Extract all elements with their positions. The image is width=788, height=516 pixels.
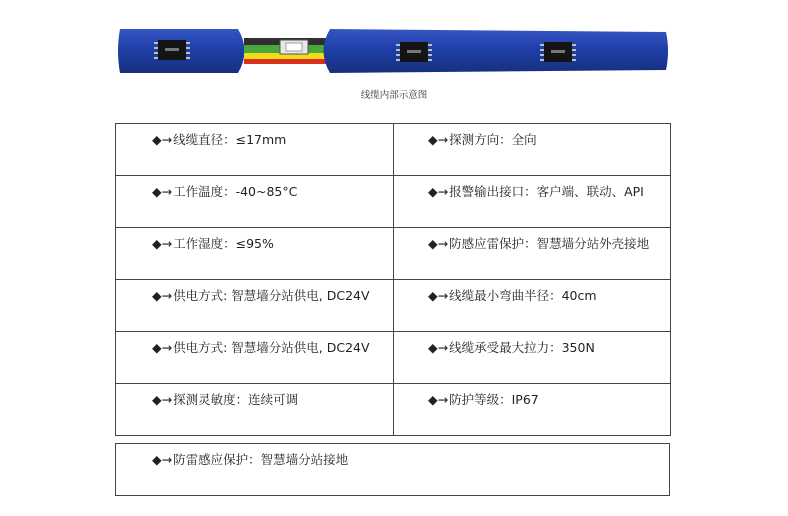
chip-icon [396, 42, 432, 62]
spec-cell [116, 332, 394, 384]
connector-icon [280, 40, 308, 54]
table-row [116, 280, 671, 332]
chip-icon [154, 40, 190, 60]
spec-text: 工作湿度：≤95% [173, 236, 274, 251]
spec-text: 探测方向：全向 [449, 132, 537, 147]
bullet-arrow-icon: ◆→ [428, 340, 449, 355]
lightning-protection-box [115, 443, 670, 496]
spec-cell [394, 124, 671, 176]
spec-text: 防护等级：IP67 [449, 392, 539, 407]
spec-text: 防雷感应保护：智慧墙分站接地 [173, 452, 349, 467]
spec-text: 供电方式: 智慧墙分站供电, DC24V [173, 340, 370, 355]
spec-table [115, 123, 671, 436]
table-row [116, 332, 671, 384]
bullet-arrow-icon: ◆→ [152, 132, 173, 147]
spec-cell [116, 228, 394, 280]
bullet-arrow-icon: ◆→ [428, 184, 449, 199]
inner-wires [244, 38, 328, 64]
spec-text: 探测灵敏度：连续可调 [173, 392, 299, 407]
table-row [116, 228, 671, 280]
spec-text: 工作温度：-40~85°C [173, 184, 298, 199]
table-row [116, 124, 671, 176]
bullet-arrow-icon: ◆→ [152, 184, 173, 199]
spec-cell [116, 124, 394, 176]
spec-cell [116, 176, 394, 228]
cable-diagram [118, 26, 668, 76]
diagram-caption: 线缆内部示意图 [360, 90, 428, 101]
table-row [116, 176, 671, 228]
spec-cell [394, 176, 671, 228]
chip-icon [540, 42, 576, 62]
spec-text: 防感应雷保护：智慧墙分站外壳接地 [449, 236, 650, 251]
bullet-arrow-icon: ◆→ [152, 236, 173, 251]
bullet-arrow-icon: ◆→ [152, 340, 173, 355]
table-row [116, 384, 671, 436]
spec-text: 线缆最小弯曲半径：40cm [449, 288, 597, 303]
bullet-arrow-icon: ◆→ [152, 392, 173, 407]
spec-cell [394, 332, 671, 384]
spec-cell [394, 280, 671, 332]
spec-cell [394, 228, 671, 280]
spec-text: 线缆承受最大拉力：350N [449, 340, 595, 355]
bullet-arrow-icon: ◆→ [428, 236, 449, 251]
spec-text: 线缆直径：≤17mm [173, 132, 287, 147]
bullet-arrow-icon: ◆→ [152, 288, 173, 303]
bullet-arrow-icon: ◆→ [428, 132, 449, 147]
cable-sleeve-right [324, 29, 669, 73]
bullet-arrow-icon: ◆→ [428, 392, 449, 407]
spec-cell [116, 280, 394, 332]
bullet-arrow-icon: ◆→ [428, 288, 449, 303]
spec-cell [116, 384, 394, 436]
spec-cell [394, 384, 671, 436]
spec-text: 报警输出接口：客户端、联动、API [449, 184, 644, 199]
bullet-arrow-icon: ◆→ [152, 452, 173, 467]
spec-text: 供电方式: 智慧墙分站供电, DC24V [173, 288, 370, 303]
cable-illustration [118, 26, 668, 76]
